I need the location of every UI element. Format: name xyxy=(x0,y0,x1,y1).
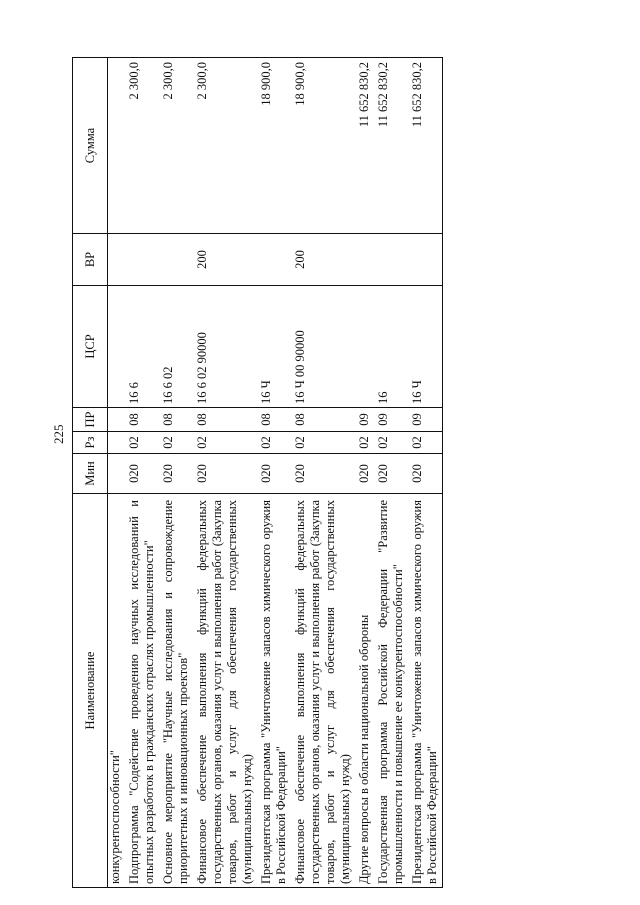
row-csr xyxy=(108,286,126,408)
row-pr xyxy=(108,408,126,432)
row-min: 020 xyxy=(374,454,408,494)
row-rz: 02 xyxy=(408,432,443,454)
row-csr xyxy=(355,286,374,408)
row-csr: 16 xyxy=(374,286,408,408)
row-rz: 02 xyxy=(355,432,374,454)
row-pr: 08 xyxy=(125,408,159,432)
header-sum: Сумма xyxy=(73,58,108,234)
row-rz: 02 xyxy=(291,432,355,454)
row-min: 020 xyxy=(193,454,257,494)
budget-table xyxy=(72,57,443,888)
table-row xyxy=(193,58,257,888)
table-row xyxy=(125,58,159,888)
row-pr: 09 xyxy=(355,408,374,432)
table-row xyxy=(108,58,126,888)
row-name: Государственная программа Российской Федерации "Развитие промышленности и повышение ее конкурентоспособности" xyxy=(374,494,408,888)
row-rz: 02 xyxy=(193,432,257,454)
row-sum: 2 300,0 xyxy=(159,58,193,234)
table-row xyxy=(257,58,291,888)
row-vr xyxy=(355,234,374,286)
row-min: 020 xyxy=(408,454,443,494)
row-name: Подпрограмма "Содействие проведению научных исследований и опытных разработок в гражданских отраслях промышленности" xyxy=(125,494,159,888)
row-vr xyxy=(408,234,443,286)
row-csr: 16 Ч xyxy=(408,286,443,408)
row-pr: 08 xyxy=(257,408,291,432)
row-min: 020 xyxy=(355,454,374,494)
row-name: конкурентоспособности" xyxy=(108,494,126,888)
row-pr: 08 xyxy=(159,408,193,432)
header-row xyxy=(73,58,108,888)
row-name: Финансовое обеспечение выполнения функций федеральных государственных органов, оказания услуг и выполнения работ (Закупка товаров, работ и услуг для обеспечения государственных (муниципальных) нужд) xyxy=(291,494,355,888)
page-number: 225 xyxy=(51,424,66,444)
row-rz: 02 xyxy=(374,432,408,454)
row-pr: 08 xyxy=(193,408,257,432)
row-sum: 11 652 830,2 xyxy=(355,58,374,234)
rotated-page xyxy=(72,58,590,888)
row-sum: 11 652 830,2 xyxy=(374,58,408,234)
row-rz: 02 xyxy=(125,432,159,454)
header-pr: ПР xyxy=(73,408,108,432)
row-vr xyxy=(257,234,291,286)
row-vr xyxy=(108,234,126,286)
row-sum: 18 900,0 xyxy=(257,58,291,234)
row-min: 020 xyxy=(257,454,291,494)
row-pr: 09 xyxy=(408,408,443,432)
row-sum xyxy=(108,58,126,234)
row-rz: 02 xyxy=(159,432,193,454)
header-vr: ВР xyxy=(73,234,108,286)
table-row xyxy=(374,58,408,888)
row-vr: 200 xyxy=(291,234,355,286)
header-rz: Рз xyxy=(73,432,108,454)
row-name: Основное мероприятие "Научные исследования и сопровождение приоритетных и инновационных проектов" xyxy=(159,494,193,888)
row-min: 020 xyxy=(125,454,159,494)
header-name: Наименование xyxy=(73,494,108,888)
row-name: Президентская программа "Уничтожение запасов химического оружия в Российской Федерации" xyxy=(408,494,443,888)
row-csr: 16 6 02 xyxy=(159,286,193,408)
header-csr: ЦСР xyxy=(73,286,108,408)
row-csr: 16 6 xyxy=(125,286,159,408)
table-row xyxy=(291,58,355,888)
row-vr xyxy=(125,234,159,286)
row-min xyxy=(108,454,126,494)
row-vr xyxy=(159,234,193,286)
row-csr: 16 Ч xyxy=(257,286,291,408)
row-sum: 2 300,0 xyxy=(125,58,159,234)
row-vr: 200 xyxy=(193,234,257,286)
row-min: 020 xyxy=(159,454,193,494)
row-pr: 08 xyxy=(291,408,355,432)
row-vr xyxy=(374,234,408,286)
table-row xyxy=(408,58,443,888)
row-sum: 18 900,0 xyxy=(291,58,355,234)
row-csr: 16 Ч 00 90000 xyxy=(291,286,355,408)
row-name: Финансовое обеспечение выполнения функций федеральных государственных органов, оказания услуг и выполнения работ (Закупка товаров, работ и услуг для обеспечения государственных (муниципальных) нужд) xyxy=(193,494,257,888)
table-row xyxy=(159,58,193,888)
row-csr: 16 6 02 90000 xyxy=(193,286,257,408)
row-name: Другие вопросы в области национальной обороны xyxy=(355,494,374,888)
row-pr: 09 xyxy=(374,408,408,432)
table-row xyxy=(355,58,374,888)
row-min: 020 xyxy=(291,454,355,494)
row-sum: 2 300,0 xyxy=(193,58,257,234)
row-rz xyxy=(108,432,126,454)
row-name: Президентская программа "Уничтожение запасов химического оружия в Российской Федерации" xyxy=(257,494,291,888)
row-sum: 11 652 830,2 xyxy=(408,58,443,234)
row-rz: 02 xyxy=(257,432,291,454)
header-min: Мин xyxy=(73,454,108,494)
